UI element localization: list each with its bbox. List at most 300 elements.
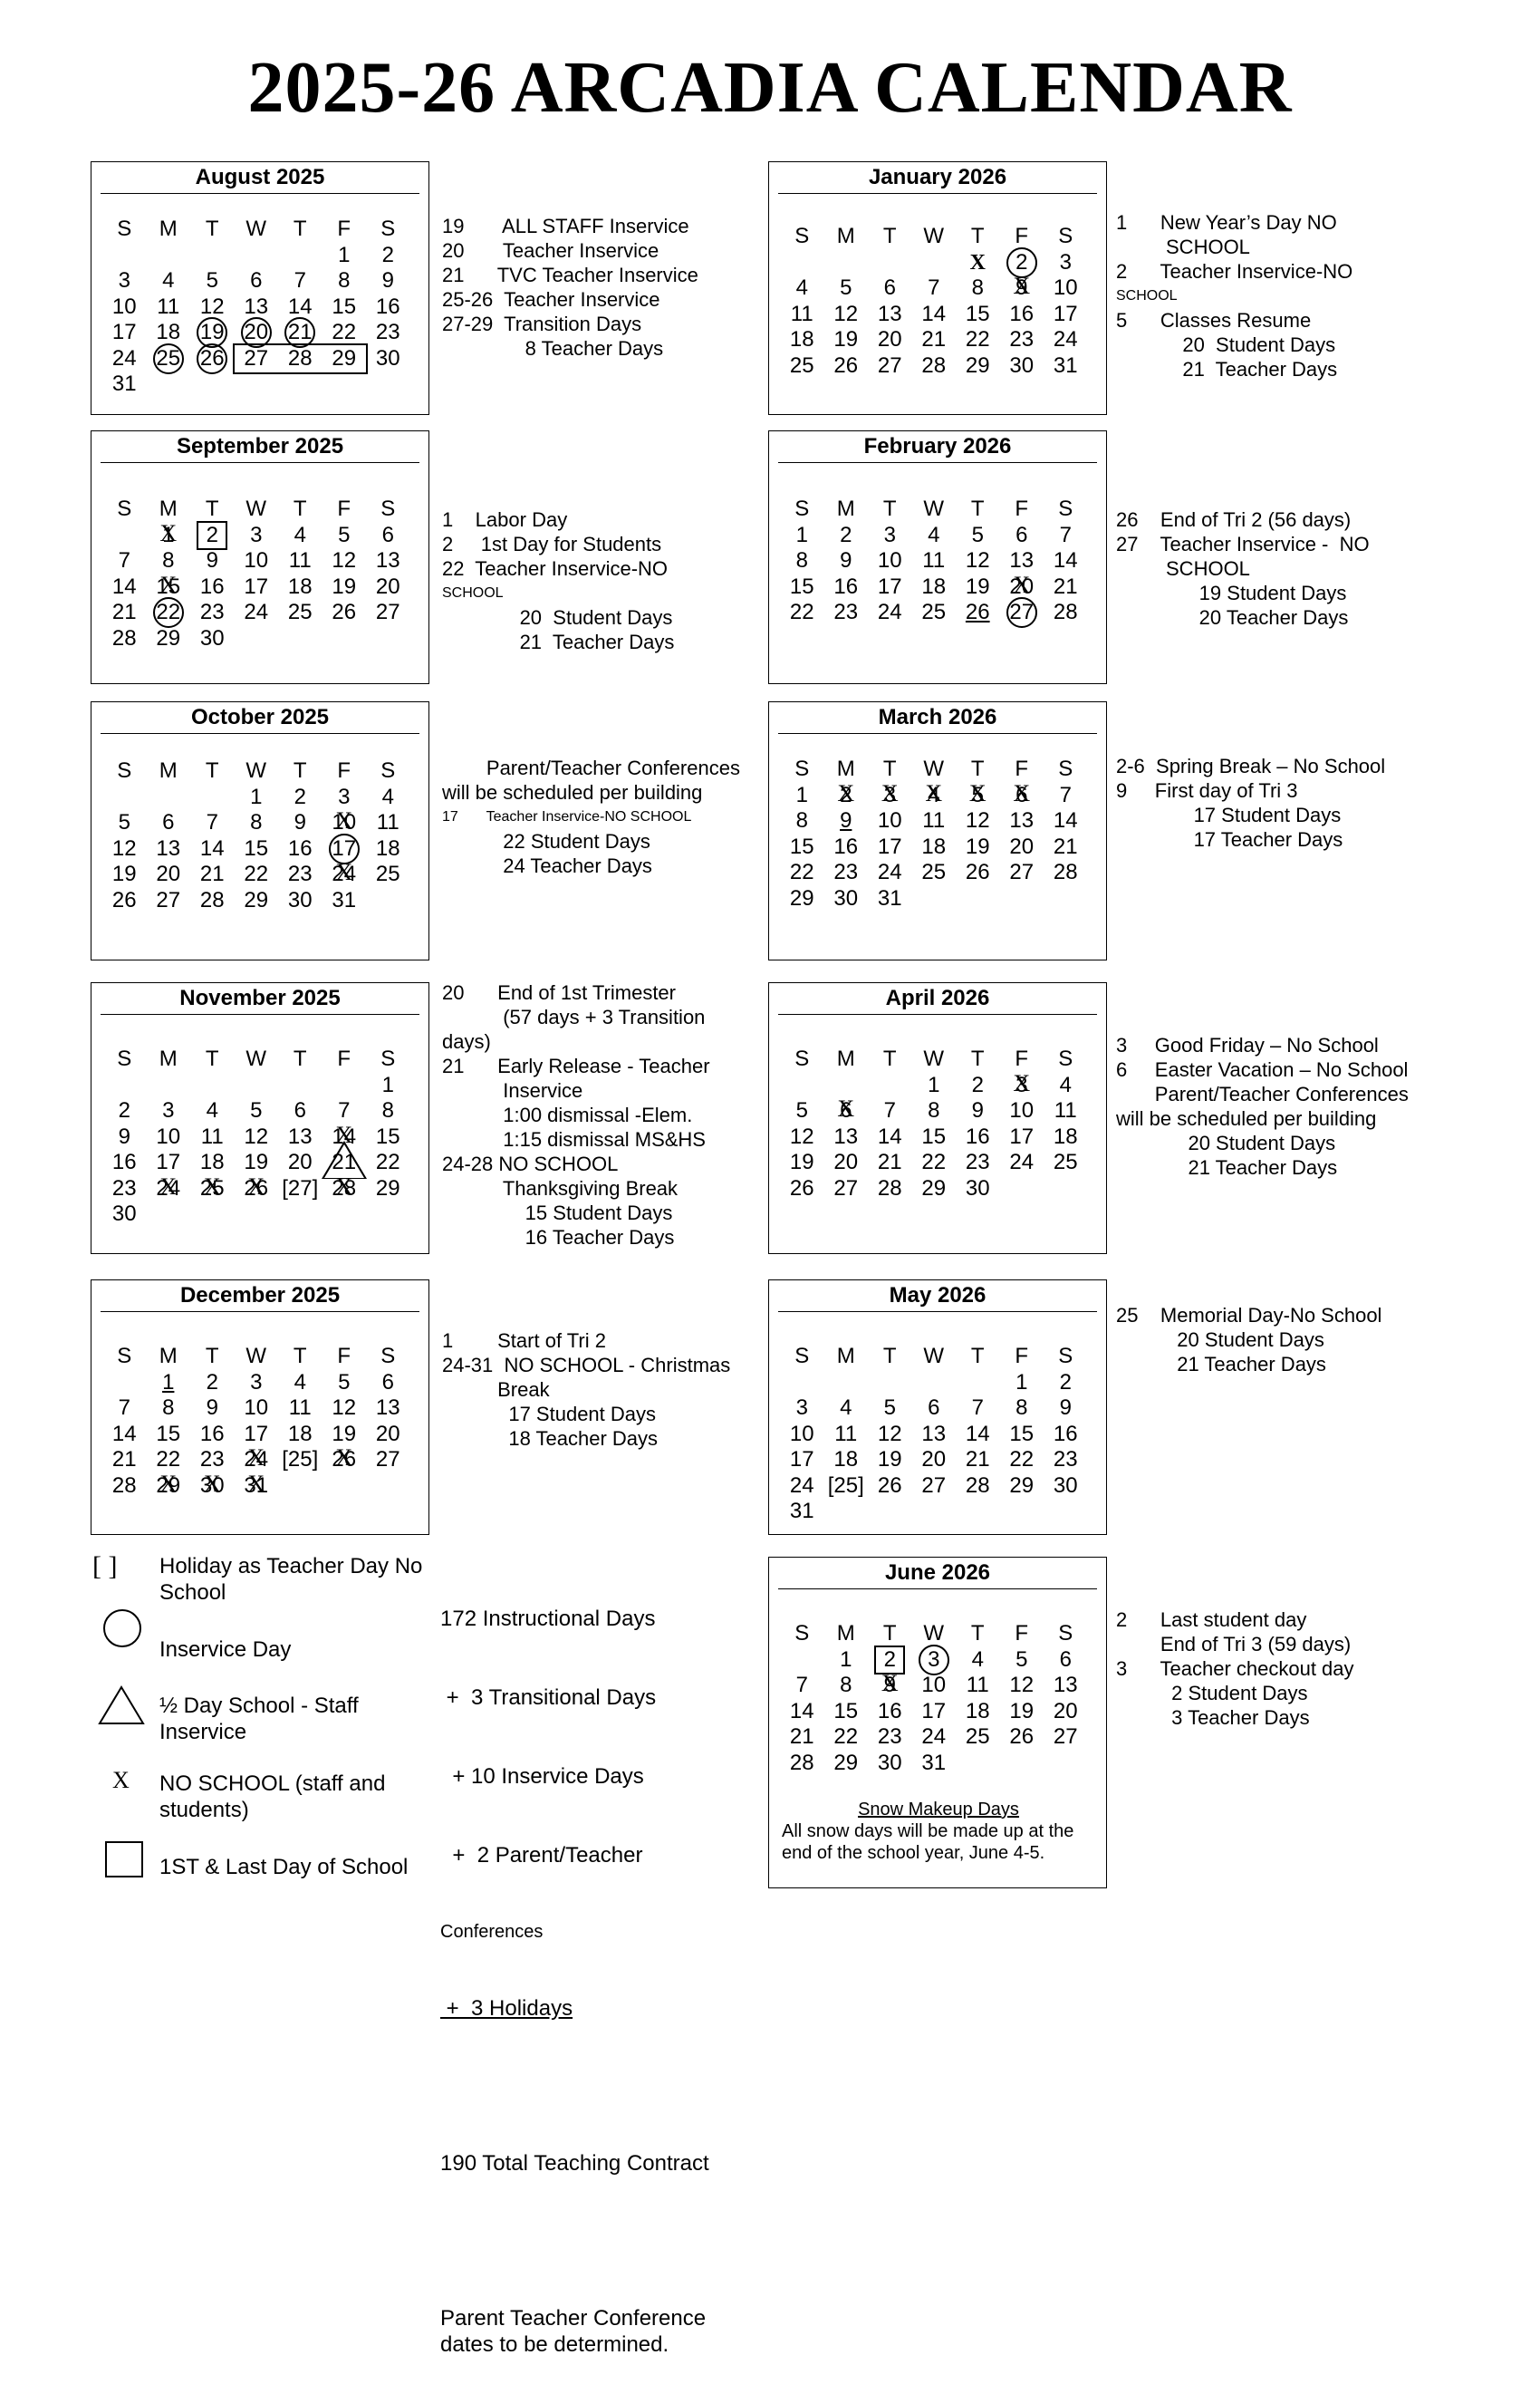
empty-day-cell [1000, 1176, 1044, 1202]
day-cell [102, 1098, 147, 1124]
empty-day-cell [780, 1370, 824, 1396]
day-number: 20 [833, 1150, 859, 1174]
month-grid [780, 224, 1088, 379]
day-cell [366, 1370, 410, 1396]
day-number: 7 [294, 268, 306, 293]
day-cell [322, 1176, 367, 1202]
day-cell [824, 1124, 869, 1151]
day-cell [780, 353, 824, 380]
day-number: 2 [206, 522, 218, 547]
day-cell [780, 783, 824, 809]
weekday-header: M [159, 217, 178, 241]
day-cell [190, 626, 235, 652]
day-cell [868, 886, 912, 912]
month-divider [778, 1311, 1097, 1312]
day-number: 11 [157, 294, 180, 319]
day-cell [1044, 860, 1088, 886]
day-number: 20 [1009, 834, 1035, 859]
day-cell [1000, 860, 1044, 886]
day-cell [956, 275, 1000, 302]
day-number: 29 [244, 887, 269, 912]
day-cell [190, 810, 235, 836]
day-cell [366, 548, 410, 574]
empty-day-cell [278, 626, 322, 652]
empty-day-cell [780, 250, 824, 276]
day-cell [1000, 1647, 1044, 1674]
day-number: 15 [1009, 1421, 1035, 1446]
weekday-header: T [205, 497, 219, 521]
day-number: 12 [332, 1395, 357, 1420]
day-cell [147, 810, 191, 836]
day-number: 16 [111, 1150, 137, 1174]
day-number: 21 [921, 327, 947, 352]
day-number: 19 [111, 862, 137, 886]
day-cell [780, 860, 824, 886]
day-cell [824, 302, 869, 328]
note-line: 21 Early Release - Teacher [442, 1055, 710, 1077]
weekday-header: T [882, 757, 897, 781]
day-number: 2 [883, 1646, 896, 1672]
day-number: 7 [1059, 782, 1072, 807]
day-number: 3 [1015, 1072, 1028, 1097]
day-number: 21 [111, 1447, 137, 1472]
month-grid [780, 497, 1088, 626]
day-number: 13 [156, 835, 181, 861]
weekday-header: W [923, 757, 945, 781]
day-number: 28 [199, 887, 225, 912]
day-cell [780, 548, 824, 574]
day-cell [278, 888, 322, 914]
weekday-header: F [1015, 1621, 1029, 1646]
day-cell [322, 523, 367, 549]
month-grid [780, 757, 1088, 912]
day-cell [235, 862, 279, 888]
day-cell [102, 836, 147, 863]
day-number: 16 [199, 1421, 225, 1446]
weekday-header-row [102, 217, 410, 243]
weekday-header: F [1015, 1344, 1029, 1368]
day-number: 11 [790, 301, 813, 326]
day-cell [322, 1447, 367, 1473]
day-number: 3 [250, 522, 263, 547]
month-nov [91, 982, 429, 1254]
day-number: 10 [332, 810, 357, 835]
day-cell [824, 1699, 869, 1725]
weekday-header: T [293, 1047, 307, 1071]
day-cell [102, 346, 147, 372]
note-line: 21 Teacher Days [1116, 358, 1338, 381]
day-number: 6 [840, 1098, 852, 1123]
day-cell [1044, 1422, 1088, 1448]
day-number: 26 [789, 1175, 814, 1201]
day-number: 15 [375, 1124, 400, 1149]
weekday-header: F [1015, 497, 1029, 521]
day-number: 28 [111, 1472, 137, 1498]
weekday-header: T [882, 224, 897, 248]
day-cell [147, 1422, 191, 1448]
day-cell [366, 862, 410, 888]
day-number: 1 [381, 1072, 394, 1097]
day-number: 26 [244, 1175, 269, 1201]
day-number: 26 [965, 600, 990, 624]
day-number: 13 [1009, 548, 1035, 573]
weekday-header-row [780, 224, 1088, 250]
note-line: 24 Teacher Days [442, 854, 652, 877]
day-number: 2 [1015, 249, 1028, 275]
day-number: 17 [244, 574, 269, 599]
weekday-header: F [1015, 757, 1029, 781]
day-number: 6 [1059, 1646, 1072, 1672]
day-cell [824, 783, 869, 809]
day-cell [322, 243, 367, 269]
day-cell [912, 860, 957, 886]
day-cell [912, 1647, 957, 1674]
weekday-header: T [205, 758, 219, 783]
day-cell [1044, 600, 1088, 626]
day-number: 20 [375, 1421, 400, 1446]
day-cell [1044, 250, 1088, 276]
day-number: 23 [199, 1447, 225, 1472]
day-cell [956, 353, 1000, 380]
day-number: 19 [877, 1447, 902, 1472]
empty-day-cell [1044, 886, 1088, 912]
day-number: 13 [375, 1395, 400, 1420]
note-line: 17 Student Days [442, 1403, 657, 1425]
note-line: 22 Student Days [442, 830, 650, 853]
day-cell [868, 600, 912, 626]
weekday-header: S [380, 497, 396, 521]
x-icon: X [112, 1767, 130, 1793]
day-cell [102, 626, 147, 652]
weekday-header: T [970, 224, 985, 248]
week-row [102, 372, 410, 398]
note-line: 20 Student Days [442, 606, 673, 629]
month-name: March 2026 [878, 705, 997, 729]
day-number: 6 [928, 1395, 940, 1420]
day-cell [235, 1422, 279, 1448]
month-name: May 2026 [889, 1283, 987, 1308]
day-number: 21 [877, 1150, 902, 1174]
day-number: 3 [118, 268, 130, 293]
total-contract: 190 Total Teaching Contract [440, 2151, 709, 2176]
day-cell [102, 1124, 147, 1151]
day-cell [366, 785, 410, 811]
day-cell [1044, 1124, 1088, 1151]
day-number: 8 [928, 1098, 940, 1123]
day-number: 8 [795, 808, 808, 833]
day-number: 31 [332, 887, 357, 912]
day-number: 9 [840, 548, 852, 573]
day-cell [868, 1699, 912, 1725]
day-number: 20 [156, 862, 181, 886]
month-oct [91, 701, 429, 960]
month-dec [91, 1279, 429, 1535]
day-cell [824, 1395, 869, 1422]
day-cell [235, 600, 279, 626]
note-line: 27 Teacher Inservice - NO [1116, 533, 1370, 555]
day-number: 12 [789, 1124, 814, 1149]
day-number: 22 [332, 320, 357, 344]
day-number: 18 [921, 834, 947, 859]
day-number: 9 [1059, 1395, 1072, 1420]
note-line: SCHOOL [1116, 288, 1178, 304]
day-cell [824, 275, 869, 302]
day-number: 13 [1053, 1673, 1078, 1697]
day-number: 4 [294, 1369, 306, 1395]
weekday-header: S [117, 1344, 132, 1368]
day-cell [868, 353, 912, 380]
day-number: 10 [877, 808, 902, 833]
day-cell [102, 888, 147, 914]
day-cell [278, 1176, 322, 1202]
day-cell [322, 548, 367, 574]
note-line: End of Tri 3 (59 days) [1116, 1633, 1352, 1655]
day-cell [322, 785, 367, 811]
day-cell [190, 294, 235, 321]
empty-day-cell [190, 372, 235, 398]
empty-day-cell [366, 372, 410, 398]
day-number: 6 [1015, 522, 1028, 547]
day-number: 17 [877, 834, 902, 859]
week-row [780, 1751, 1088, 1777]
day-cell [322, 1422, 367, 1448]
notes-mar [1116, 754, 1385, 852]
week-row [780, 523, 1088, 549]
day-number: 15 [789, 834, 814, 859]
weekday-header: S [1058, 1621, 1073, 1646]
day-number: 18 [921, 574, 947, 599]
empty-day-cell [278, 1073, 322, 1099]
month-grid [780, 1344, 1088, 1525]
day-cell [824, 1647, 869, 1674]
day-cell [322, 1395, 367, 1422]
totals-line: + 10 Inservice Days [440, 1764, 644, 1789]
weekday-header-row [102, 758, 410, 785]
day-number: 16 [1009, 301, 1035, 326]
day-number: 5 [971, 782, 984, 807]
month-grid [102, 497, 410, 651]
day-cell [322, 836, 367, 863]
day-cell [235, 548, 279, 574]
note-line: will be scheduled per building [1116, 1107, 1377, 1130]
month-divider [101, 733, 419, 734]
weekday-header: T [882, 1344, 897, 1368]
month-grid [780, 1047, 1088, 1202]
note-line: SCHOOL [442, 585, 504, 601]
week-row [102, 320, 410, 346]
day-number: 20 [1053, 1698, 1078, 1723]
day-number: 9 [1015, 275, 1028, 300]
day-cell [824, 835, 869, 861]
day-number: 17 [332, 835, 357, 861]
day-cell [1000, 523, 1044, 549]
day-cell [235, 1098, 279, 1124]
day-cell [912, 523, 957, 549]
week-row [102, 1150, 410, 1176]
day-cell [235, 294, 279, 321]
day-cell [956, 327, 1000, 353]
day-cell [190, 1150, 235, 1176]
day-cell [147, 1473, 191, 1500]
note-line: Thanksgiving Break [442, 1177, 679, 1200]
day-number: 2 [294, 784, 306, 809]
note-line: 20 Student Days [1116, 333, 1336, 356]
notes-feb [1116, 507, 1370, 630]
weekday-header-row [780, 1344, 1088, 1370]
day-number: 14 [877, 1124, 902, 1149]
note-line: 19 ALL STAFF Inservice [442, 215, 689, 237]
day-number: 6 [883, 275, 896, 300]
day-number: 27 [833, 1175, 859, 1201]
empty-day-cell [956, 1751, 1000, 1777]
day-number: 22 [375, 1150, 400, 1174]
day-cell [868, 327, 912, 353]
day-cell [824, 1447, 869, 1473]
week-row [780, 1124, 1088, 1151]
day-number: 28 [965, 1472, 990, 1498]
day-cell [235, 1370, 279, 1396]
empty-day-cell [322, 1202, 367, 1228]
day-cell [102, 862, 147, 888]
week-row [102, 836, 410, 863]
day-number: 16 [375, 294, 400, 319]
day-cell [190, 574, 235, 601]
weekday-header: F [337, 217, 351, 241]
day-cell [868, 1751, 912, 1777]
note-line: 26 End of Tri 2 (56 days) [1116, 508, 1352, 531]
day-cell [1000, 574, 1044, 601]
week-row [780, 835, 1088, 861]
day-number: 19 [965, 834, 990, 859]
day-cell [912, 1395, 957, 1422]
day-number: 11 [834, 1421, 858, 1446]
day-number: 4 [1059, 1072, 1072, 1097]
day-number: 19 [332, 1421, 357, 1446]
day-number: 10 [244, 548, 269, 573]
day-cell [102, 574, 147, 601]
day-cell [780, 1422, 824, 1448]
day-number: 30 [375, 345, 400, 371]
note-line: 24-28 NO SCHOOL [442, 1153, 619, 1175]
day-cell [956, 835, 1000, 861]
empty-day-cell [147, 372, 191, 398]
empty-day-cell [190, 1202, 235, 1228]
day-cell [824, 1724, 869, 1751]
day-number: 20 [1009, 574, 1035, 599]
weekday-header: M [159, 1047, 178, 1071]
day-cell [956, 1473, 1000, 1500]
day-cell [1000, 1370, 1044, 1396]
weekday-header: S [380, 1344, 396, 1368]
day-number: 4 [928, 522, 940, 547]
empty-day-cell [322, 1473, 367, 1500]
day-cell [366, 1395, 410, 1422]
month-name: August 2025 [195, 165, 325, 189]
day-cell [1044, 783, 1088, 809]
day-number: 31 [111, 372, 137, 396]
day-cell [1000, 1098, 1044, 1124]
weekday-header: W [923, 1621, 945, 1646]
day-number: 27 [1053, 1724, 1078, 1749]
day-cell [322, 320, 367, 346]
day-number: 23 [965, 1150, 990, 1174]
day-cell [1000, 1673, 1044, 1699]
weekday-header: M [159, 1344, 178, 1368]
day-cell [278, 810, 322, 836]
weekday-header: T [293, 1344, 307, 1368]
day-number: 29 [833, 1750, 859, 1775]
weekday-header: W [923, 1047, 945, 1071]
day-number: 3 [883, 782, 896, 807]
day-cell [956, 1699, 1000, 1725]
day-cell [102, 1176, 147, 1202]
day-cell [780, 302, 824, 328]
day-number: 24 [244, 1447, 269, 1472]
snow-makeup-block [782, 1799, 1095, 1864]
day-number: 12 [965, 808, 990, 833]
weekday-header: T [970, 1344, 985, 1368]
day-cell [147, 523, 191, 549]
day-cell [366, 1098, 410, 1124]
note-line: 2 Teacher Inservice-NO [1116, 260, 1353, 283]
empty-day-cell [102, 1073, 147, 1099]
day-number: 20 [287, 1150, 313, 1174]
day-cell [868, 548, 912, 574]
day-cell [366, 600, 410, 626]
day-cell [780, 1395, 824, 1422]
circle-icon [103, 1609, 141, 1647]
day-number: 6 [162, 810, 175, 835]
day-number: 19 [965, 574, 990, 599]
day-number: 21 [332, 1150, 357, 1174]
day-cell [912, 327, 957, 353]
empty-day-cell [366, 888, 410, 914]
day-number: 1 [795, 522, 808, 547]
day-number: 8 [381, 1098, 394, 1123]
month-divider [778, 462, 1097, 463]
day-number: 10 [877, 548, 902, 573]
day-cell [868, 1647, 912, 1674]
day-cell [147, 1370, 191, 1396]
weekday-header: S [117, 758, 132, 783]
day-number: 7 [971, 1395, 984, 1420]
empty-day-cell [824, 1073, 869, 1099]
day-number: 28 [789, 1750, 814, 1775]
day-number: 13 [877, 301, 902, 326]
day-cell [1044, 523, 1088, 549]
notes-jan [1116, 210, 1352, 381]
day-cell [956, 1447, 1000, 1473]
empty-day-cell [868, 1073, 912, 1099]
totals-block [440, 1553, 748, 2384]
day-number: 5 [118, 810, 130, 835]
week-row [780, 1673, 1088, 1699]
empty-day-cell [912, 1370, 957, 1396]
day-cell [1044, 808, 1088, 835]
day-number: 2 [381, 242, 394, 267]
day-number: 9 [118, 1124, 130, 1149]
week-row [780, 353, 1088, 380]
day-number: 18 [833, 1447, 859, 1472]
day-cell [912, 1724, 957, 1751]
day-number: 23 [833, 860, 859, 884]
day-number: 2 [118, 1098, 130, 1123]
day-number: 8 [1015, 1395, 1028, 1420]
day-number: 2 [1059, 1369, 1072, 1395]
day-number: 5 [206, 268, 218, 293]
day-number: 21 [789, 1724, 814, 1749]
day-cell [912, 574, 957, 601]
